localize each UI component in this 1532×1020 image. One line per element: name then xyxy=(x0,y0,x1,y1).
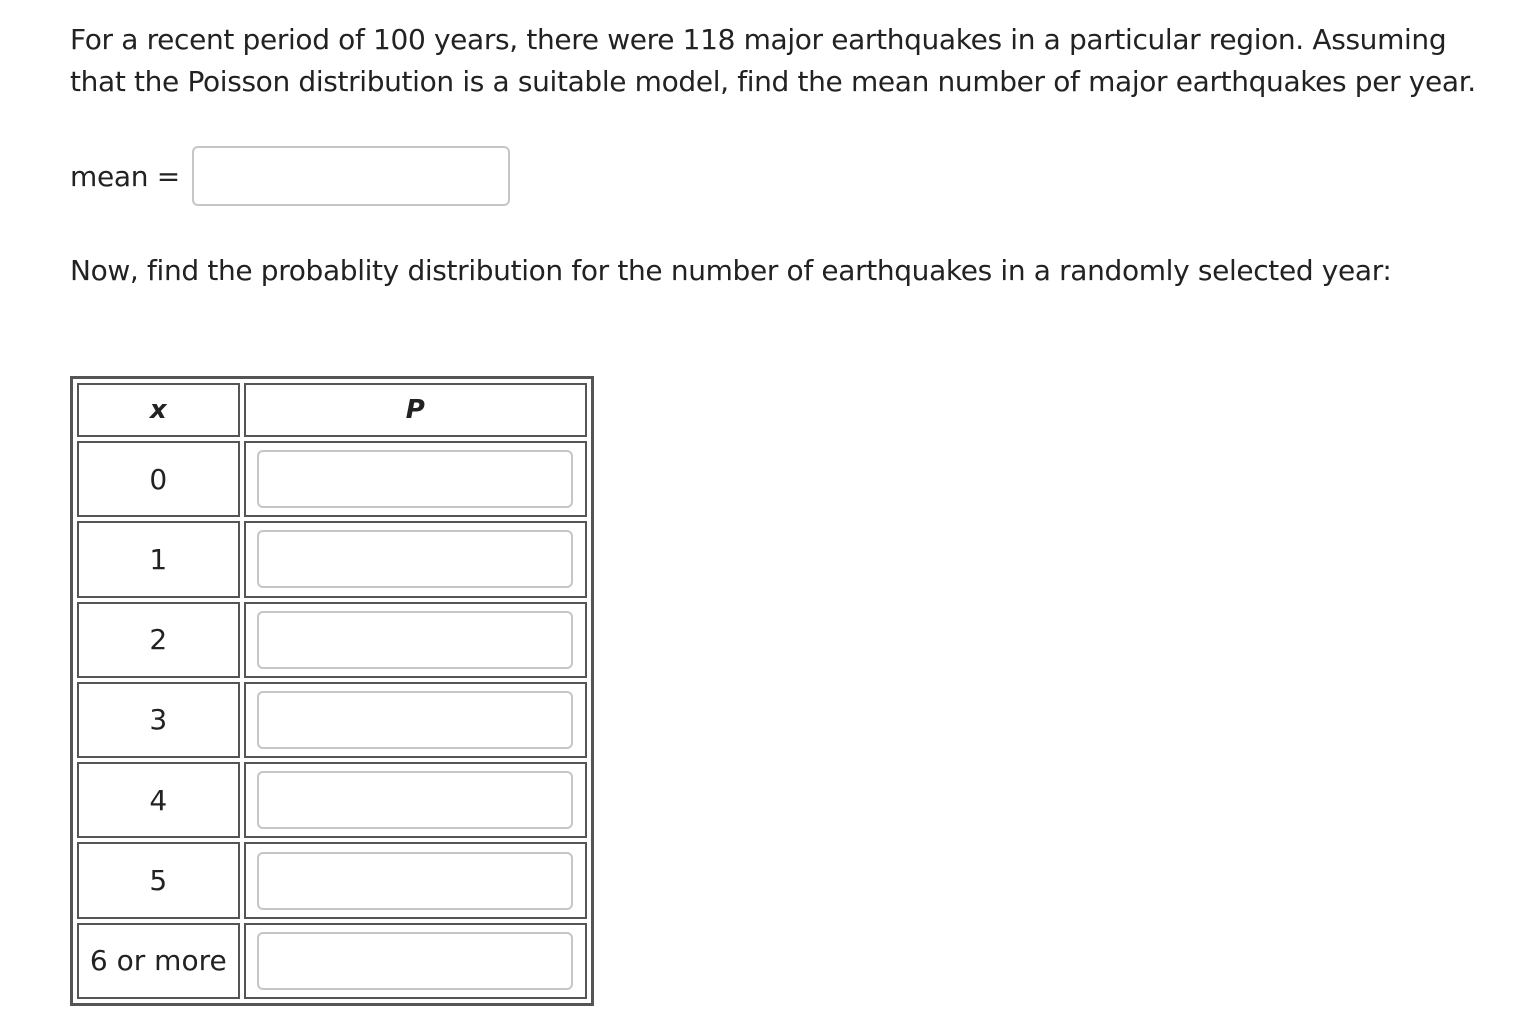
probability-distribution-table xyxy=(70,376,594,1006)
x-value-cell: 4 xyxy=(77,762,240,838)
table-row xyxy=(77,762,587,838)
probability-input-x0[interactable] xyxy=(257,450,573,508)
x-value-cell: 6 or more xyxy=(77,923,240,999)
probability-input-x4[interactable] xyxy=(257,771,573,829)
probability-input-x2[interactable] xyxy=(257,611,573,669)
header-p: P xyxy=(244,383,587,437)
mean-label: mean = xyxy=(70,159,180,193)
table-row xyxy=(77,521,587,597)
probability-input-x1[interactable] xyxy=(257,530,573,588)
probability-cell xyxy=(244,762,587,838)
x-value-cell: 2 xyxy=(77,602,240,678)
x-value-cell: 3 xyxy=(77,682,240,758)
instruction-text: Now, find the probablity distribution for the number of earthquakes in a randomly selected year: xyxy=(70,254,1392,287)
x-value-cell: 5 xyxy=(77,842,240,918)
probability-input-x6-or-more[interactable] xyxy=(257,932,573,990)
table-row xyxy=(77,602,587,678)
probability-input-x3[interactable] xyxy=(257,691,573,749)
probability-cell xyxy=(244,441,587,517)
probability-cell xyxy=(244,521,587,597)
probability-cell xyxy=(244,682,587,758)
probability-cell xyxy=(244,842,587,918)
question-text: For a recent period of 100 years, there were 118 major earthquakes in a particular region. Assuming that the Poisson distribution is a suitable model, find the mean number of major earthquakes per year. xyxy=(70,23,1476,98)
mean-input[interactable] xyxy=(192,146,510,206)
table-row xyxy=(77,923,587,999)
x-value-cell: 1 xyxy=(77,521,240,597)
table-header-row xyxy=(77,383,587,437)
header-x: x xyxy=(77,383,240,437)
probability-cell xyxy=(244,602,587,678)
probability-cell xyxy=(244,923,587,999)
probability-input-x5[interactable] xyxy=(257,852,573,910)
x-value-cell: 0 xyxy=(77,441,240,517)
table-row xyxy=(77,682,587,758)
table-row xyxy=(77,441,587,517)
mean-answer-row xyxy=(70,146,510,206)
table-row xyxy=(77,842,587,918)
